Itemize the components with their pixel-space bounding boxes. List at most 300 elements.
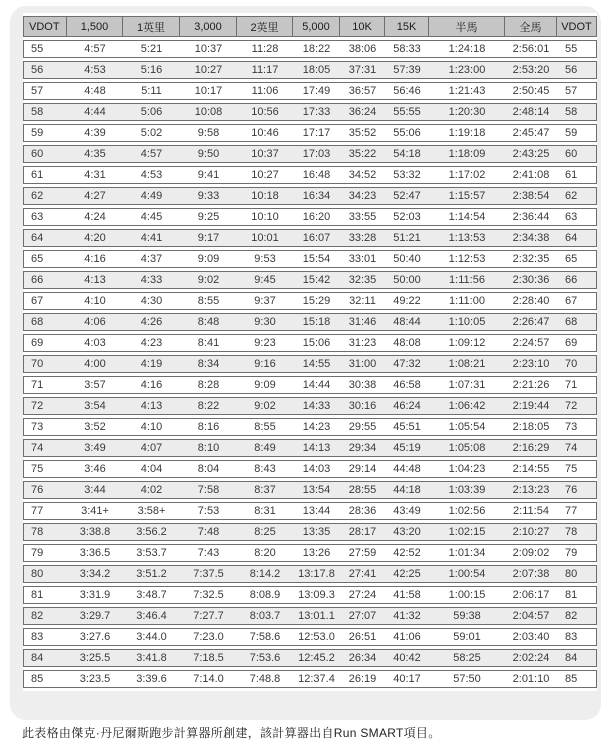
table-cell: 3:41+ <box>67 502 123 520</box>
table-cell: 72 <box>557 397 597 415</box>
table-cell: 42:25 <box>385 565 429 583</box>
table-cell: 3:36.5 <box>67 544 123 562</box>
table-cell: 7:37.5 <box>180 565 237 583</box>
table-row <box>23 481 597 499</box>
table-cell: 31:46 <box>340 313 385 331</box>
table-cell: 10:37 <box>180 40 237 58</box>
table-cell: 10:10 <box>237 208 293 226</box>
table-cell: 4:57 <box>67 40 123 58</box>
table-cell: 1:10:05 <box>429 313 505 331</box>
table-cell: 36:57 <box>340 82 385 100</box>
table-cell: 10:17 <box>180 82 237 100</box>
table-cell: 56:46 <box>385 82 429 100</box>
table-cell: 4:35 <box>67 145 123 163</box>
table-cell: 3:54 <box>67 397 123 415</box>
table-cell: 9:09 <box>180 250 237 268</box>
table-row <box>23 334 597 352</box>
table-cell: 7:32.5 <box>180 586 237 604</box>
table-cell: 3:44.0 <box>123 628 180 646</box>
table-cell: 2:43:25 <box>505 145 557 163</box>
table-row <box>23 292 597 310</box>
table-cell: 47:32 <box>385 355 429 373</box>
table-cell: 3:29.7 <box>67 607 123 625</box>
table-cell: 58 <box>557 103 597 121</box>
table-cell: 2:28:40 <box>505 292 557 310</box>
table-cell: 2:01:10 <box>505 670 557 688</box>
table-cell: 3:31.9 <box>67 586 123 604</box>
table-cell: 84 <box>557 649 597 667</box>
table-cell: 73 <box>557 418 597 436</box>
table-cell: 61 <box>23 166 67 184</box>
table-cell: 13:35 <box>293 523 340 541</box>
table-cell: 81 <box>557 586 597 604</box>
table-cell: 12:37.4 <box>293 670 340 688</box>
table-cell: 29:34 <box>340 439 385 457</box>
table-cell: 12:53.0 <box>293 628 340 646</box>
table-cell: 70 <box>23 355 67 373</box>
table-cell: 28:55 <box>340 481 385 499</box>
table-cell: 2:11:54 <box>505 502 557 520</box>
table-cell: 43:20 <box>385 523 429 541</box>
table-cell: 56 <box>23 61 67 79</box>
table-cell: 32:35 <box>340 271 385 289</box>
table-cell: 4:23 <box>123 334 180 352</box>
table-row <box>23 418 597 436</box>
table-cell: 2:18:05 <box>505 418 557 436</box>
table-cell: 3:53.7 <box>123 544 180 562</box>
table-row <box>23 82 597 100</box>
table-cell: 3:27.6 <box>67 628 123 646</box>
table-row <box>23 271 597 289</box>
table-cell: 12:45.2 <box>293 649 340 667</box>
table-cell: 84 <box>23 649 67 667</box>
table-cell: 5:02 <box>123 124 180 142</box>
table-cell: 9:33 <box>180 187 237 205</box>
table-cell: 64 <box>557 229 597 247</box>
table-cell: 69 <box>23 334 67 352</box>
table-cell: 14:44 <box>293 376 340 394</box>
table-cell: 1:20:30 <box>429 103 505 121</box>
table-cell: 45:19 <box>385 439 429 457</box>
table-cell: 15:54 <box>293 250 340 268</box>
table-row <box>23 439 597 457</box>
table-cell: 1:05:08 <box>429 439 505 457</box>
table-cell: 2:56:01 <box>505 40 557 58</box>
table-cell: 4:53 <box>123 166 180 184</box>
table-cell: 4:37 <box>123 250 180 268</box>
table-cell: 9:02 <box>237 397 293 415</box>
table-cell: 4:45 <box>123 208 180 226</box>
table-cell: 1:14:54 <box>429 208 505 226</box>
table-cell: 9:02 <box>180 271 237 289</box>
table-cell: 70 <box>557 355 597 373</box>
table-cell: 2:32:35 <box>505 250 557 268</box>
table-cell: 1:03:39 <box>429 481 505 499</box>
table-cell: 8:04 <box>180 460 237 478</box>
table-cell: 1:05:54 <box>429 418 505 436</box>
table-cell: 8:10 <box>180 439 237 457</box>
table-cell: 80 <box>23 565 67 583</box>
column-header: 2英里 <box>237 16 293 37</box>
table-row <box>23 229 597 247</box>
table-cell: 1:11:56 <box>429 271 505 289</box>
table-row <box>23 565 597 583</box>
table-cell: 32:11 <box>340 292 385 310</box>
table-cell: 1:12:53 <box>429 250 505 268</box>
table-row <box>23 124 597 142</box>
table-cell: 54:18 <box>385 145 429 163</box>
table-cell: 3:58+ <box>123 502 180 520</box>
table-cell: 2:09:02 <box>505 544 557 562</box>
table-cell: 1:11:00 <box>429 292 505 310</box>
table-cell: 17:33 <box>293 103 340 121</box>
table-cell: 66 <box>23 271 67 289</box>
table-cell: 40:42 <box>385 649 429 667</box>
table-cell: 4:19 <box>123 355 180 373</box>
table-cell: 7:53.6 <box>237 649 293 667</box>
table-cell: 44:48 <box>385 460 429 478</box>
table-cell: 60 <box>557 145 597 163</box>
table-cell: 79 <box>23 544 67 562</box>
table-cell: 81 <box>23 586 67 604</box>
table-cell: 1:19:18 <box>429 124 505 142</box>
table-cell: 9:45 <box>237 271 293 289</box>
table-cell: 27:07 <box>340 607 385 625</box>
table-cell: 73 <box>23 418 67 436</box>
table-cell: 41:58 <box>385 586 429 604</box>
table-cell: 7:14.0 <box>180 670 237 688</box>
table-cell: 31:23 <box>340 334 385 352</box>
table-cell: 27:41 <box>340 565 385 583</box>
table-cell: 1:13:53 <box>429 229 505 247</box>
table-cell: 67 <box>23 292 67 310</box>
column-header: 5,000 <box>293 16 340 37</box>
table-cell: 10:46 <box>237 124 293 142</box>
table-cell: 11:28 <box>237 40 293 58</box>
table-cell: 13:54 <box>293 481 340 499</box>
table-cell: 3:25.5 <box>67 649 123 667</box>
table-cell: 3:48.7 <box>123 586 180 604</box>
table-row <box>23 670 597 688</box>
table-cell: 8:43 <box>237 460 293 478</box>
table-cell: 59 <box>557 124 597 142</box>
table-cell: 4:04 <box>123 460 180 478</box>
table-cell: 2:24:57 <box>505 334 557 352</box>
table-cell: 1:09:12 <box>429 334 505 352</box>
table-cell: 5:11 <box>123 82 180 100</box>
table-cell: 1:01:34 <box>429 544 505 562</box>
table-cell: 2:50:45 <box>505 82 557 100</box>
table-cell: 55:06 <box>385 124 429 142</box>
table-row <box>23 145 597 163</box>
table-row <box>23 649 597 667</box>
table-cell: 26:34 <box>340 649 385 667</box>
table-cell: 18:22 <box>293 40 340 58</box>
table-cell: 3:34.2 <box>67 565 123 583</box>
table-cell: 7:48.8 <box>237 670 293 688</box>
table-cell: 14:55 <box>293 355 340 373</box>
table-cell: 48:08 <box>385 334 429 352</box>
table-cell: 3:56.2 <box>123 523 180 541</box>
table-cell: 46:58 <box>385 376 429 394</box>
table-cell: 8:25 <box>237 523 293 541</box>
table-cell: 68 <box>23 313 67 331</box>
table-cell: 8:34 <box>180 355 237 373</box>
table-cell: 8:22 <box>180 397 237 415</box>
table-cell: 67 <box>557 292 597 310</box>
table-cell: 2:53:20 <box>505 61 557 79</box>
table-cell: 3:23.5 <box>67 670 123 688</box>
table-cell: 4:06 <box>67 313 123 331</box>
table-row <box>23 103 597 121</box>
table-cell: 42:52 <box>385 544 429 562</box>
column-header: 10K <box>340 16 385 37</box>
table-cell: 9:53 <box>237 250 293 268</box>
table-row <box>23 355 597 373</box>
table-cell: 2:21:26 <box>505 376 557 394</box>
table-cell: 9:16 <box>237 355 293 373</box>
table-cell: 4:26 <box>123 313 180 331</box>
table-cell: 57 <box>557 82 597 100</box>
table-cell: 50:40 <box>385 250 429 268</box>
table-cell: 4:10 <box>67 292 123 310</box>
table-cell: 71 <box>557 376 597 394</box>
table-cell: 4:07 <box>123 439 180 457</box>
column-header: 3,000 <box>180 16 237 37</box>
table-cell: 69 <box>557 334 597 352</box>
table-row <box>23 376 597 394</box>
table-cell: 17:49 <box>293 82 340 100</box>
table-cell: 3:41.8 <box>123 649 180 667</box>
table-cell: 8:03.7 <box>237 607 293 625</box>
table-cell: 1:00:54 <box>429 565 505 583</box>
table-row <box>23 313 597 331</box>
table-cell: 4:16 <box>67 250 123 268</box>
table-cell: 35:22 <box>340 145 385 163</box>
table-cell: 9:09 <box>237 376 293 394</box>
table-cell: 13:17.8 <box>293 565 340 583</box>
table-cell: 8:48 <box>180 313 237 331</box>
table-cell: 26:51 <box>340 628 385 646</box>
table-cell: 27:59 <box>340 544 385 562</box>
table-cell: 82 <box>557 607 597 625</box>
table-cell: 75 <box>23 460 67 478</box>
table-cell: 17:17 <box>293 124 340 142</box>
table-cell: 27:24 <box>340 586 385 604</box>
table-cell: 83 <box>557 628 597 646</box>
table-cell: 13:26 <box>293 544 340 562</box>
table-cell: 8:28 <box>180 376 237 394</box>
table-cell: 9:30 <box>237 313 293 331</box>
table-cell: 82 <box>23 607 67 625</box>
table-cell: 75 <box>557 460 597 478</box>
table-cell: 2:36:44 <box>505 208 557 226</box>
table-cell: 74 <box>23 439 67 457</box>
table-cell: 8:37 <box>237 481 293 499</box>
table-cell: 3:38.8 <box>67 523 123 541</box>
table-cell: 4:13 <box>123 397 180 415</box>
table-cell: 5:16 <box>123 61 180 79</box>
table-row <box>23 628 597 646</box>
table-cell: 2:02:24 <box>505 649 557 667</box>
table-cell: 83 <box>23 628 67 646</box>
table-cell: 62 <box>23 187 67 205</box>
table-cell: 85 <box>23 670 67 688</box>
table-row <box>23 544 597 562</box>
column-header: 1英里 <box>123 16 180 37</box>
table-cell: 85 <box>557 670 597 688</box>
table-cell: 4:33 <box>123 271 180 289</box>
table-cell: 78 <box>557 523 597 541</box>
table-cell: 4:02 <box>123 481 180 499</box>
table-cell: 53:32 <box>385 166 429 184</box>
table-cell: 4:13 <box>67 271 123 289</box>
table-cell: 14:03 <box>293 460 340 478</box>
table-cell: 55 <box>557 40 597 58</box>
column-header: 全馬 <box>505 16 557 37</box>
table-cell: 7:53 <box>180 502 237 520</box>
table-cell: 52:47 <box>385 187 429 205</box>
table-cell: 7:18.5 <box>180 649 237 667</box>
table-cell: 1:06:42 <box>429 397 505 415</box>
table-cell: 56 <box>557 61 597 79</box>
table-cell: 48:44 <box>385 313 429 331</box>
table-cell: 7:48 <box>180 523 237 541</box>
table-cell: 1:24:18 <box>429 40 505 58</box>
table-cell: 49:22 <box>385 292 429 310</box>
table-cell: 1:15:57 <box>429 187 505 205</box>
table-cell: 31:00 <box>340 355 385 373</box>
table-cell: 2:10:27 <box>505 523 557 541</box>
table-row <box>23 166 597 184</box>
table-cell: 3:46 <box>67 460 123 478</box>
table-cell: 36:24 <box>340 103 385 121</box>
table-cell: 8:08.9 <box>237 586 293 604</box>
table-cell: 76 <box>557 481 597 499</box>
table-cell: 60 <box>23 145 67 163</box>
table-cell: 16:34 <box>293 187 340 205</box>
table-cell: 1:04:23 <box>429 460 505 478</box>
table-cell: 7:27.7 <box>180 607 237 625</box>
table-cell: 1:02:56 <box>429 502 505 520</box>
table-cell: 30:16 <box>340 397 385 415</box>
table-cell: 80 <box>557 565 597 583</box>
table-cell: 4:03 <box>67 334 123 352</box>
table-cell: 2:14:55 <box>505 460 557 478</box>
table-cell: 11:17 <box>237 61 293 79</box>
table-cell: 2:06:17 <box>505 586 557 604</box>
table-cell: 14:13 <box>293 439 340 457</box>
table-cell: 7:23.0 <box>180 628 237 646</box>
table-cell: 8:16 <box>180 418 237 436</box>
table-cell: 17:03 <box>293 145 340 163</box>
table-cell: 2:34:38 <box>505 229 557 247</box>
table-cell: 13:09.3 <box>293 586 340 604</box>
table-cell: 1:02:15 <box>429 523 505 541</box>
table-row <box>23 586 597 604</box>
table-cell: 71 <box>23 376 67 394</box>
table-card <box>10 6 601 720</box>
table-cell: 30:38 <box>340 376 385 394</box>
table-cell: 64 <box>23 229 67 247</box>
table-cell: 76 <box>23 481 67 499</box>
table-cell: 33:01 <box>340 250 385 268</box>
table-cell: 4:53 <box>67 61 123 79</box>
table-cell: 44:18 <box>385 481 429 499</box>
table-cell: 77 <box>557 502 597 520</box>
column-header: 15K <box>385 16 429 37</box>
table-cell: 9:58 <box>180 124 237 142</box>
table-cell: 4:24 <box>67 208 123 226</box>
table-row <box>23 460 597 478</box>
table-cell: 37:31 <box>340 61 385 79</box>
table-cell: 15:18 <box>293 313 340 331</box>
table-cell: 10:08 <box>180 103 237 121</box>
table-cell: 3:44 <box>67 481 123 499</box>
table-cell: 3:52 <box>67 418 123 436</box>
table-cell: 45:51 <box>385 418 429 436</box>
column-header: VDOT <box>23 16 67 37</box>
table-cell: 4:31 <box>67 166 123 184</box>
table-cell: 68 <box>557 313 597 331</box>
table-cell: 8:14.2 <box>237 565 293 583</box>
table-cell: 3:51.2 <box>123 565 180 583</box>
table-cell: 61 <box>557 166 597 184</box>
table-cell: 58:25 <box>429 649 505 667</box>
table-cell: 26:19 <box>340 670 385 688</box>
table-cell: 10:37 <box>237 145 293 163</box>
table-cell: 50:00 <box>385 271 429 289</box>
table-cell: 18:05 <box>293 61 340 79</box>
table-cell: 59:01 <box>429 628 505 646</box>
table-cell: 7:58 <box>180 481 237 499</box>
table-cell: 15:06 <box>293 334 340 352</box>
table-cell: 10:27 <box>180 61 237 79</box>
table-cell: 9:37 <box>237 292 293 310</box>
table-cell: 8:41 <box>180 334 237 352</box>
table-cell: 2:48:14 <box>505 103 557 121</box>
table-cell: 51:21 <box>385 229 429 247</box>
table-cell: 3:39.6 <box>123 670 180 688</box>
table-cell: 4:20 <box>67 229 123 247</box>
table-cell: 1:23:00 <box>429 61 505 79</box>
table-cell: 33:28 <box>340 229 385 247</box>
table-cell: 4:41 <box>123 229 180 247</box>
table-cell: 4:44 <box>67 103 123 121</box>
table-cell: 41:32 <box>385 607 429 625</box>
table-cell: 65 <box>557 250 597 268</box>
table-cell: 63 <box>23 208 67 226</box>
table-cell: 2:26:47 <box>505 313 557 331</box>
table-cell: 9:50 <box>180 145 237 163</box>
table-cell: 7:43 <box>180 544 237 562</box>
table-cell: 13:01.1 <box>293 607 340 625</box>
table-cell: 62 <box>557 187 597 205</box>
table-cell: 8:20 <box>237 544 293 562</box>
table-cell: 10:56 <box>237 103 293 121</box>
table-cell: 55:55 <box>385 103 429 121</box>
table-cell: 57 <box>23 82 67 100</box>
table-cell: 9:25 <box>180 208 237 226</box>
table-cell: 52:03 <box>385 208 429 226</box>
table-cell: 4:57 <box>123 145 180 163</box>
table-cell: 8:49 <box>237 439 293 457</box>
table-cell: 4:00 <box>67 355 123 373</box>
table-cell: 3:57 <box>67 376 123 394</box>
column-header: 1,500 <box>67 16 123 37</box>
table-cell: 4:16 <box>123 376 180 394</box>
table-cell: 4:27 <box>67 187 123 205</box>
